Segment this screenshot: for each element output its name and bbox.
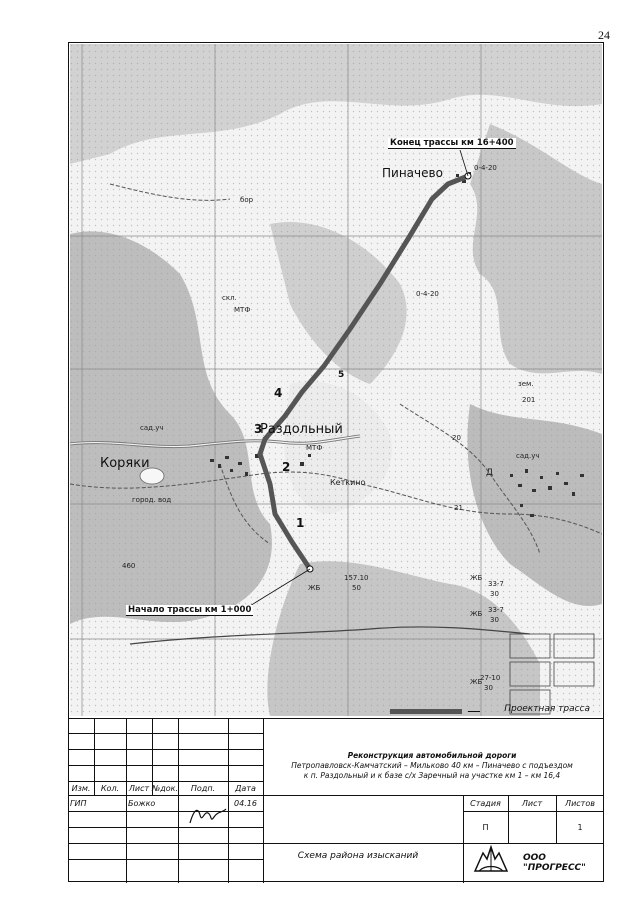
label-road-code-3: 157.10 (344, 574, 369, 582)
tb-stage-value: П (482, 822, 489, 832)
tb-sheets-value: 1 (577, 822, 583, 832)
label-d: Д (486, 468, 494, 478)
settlement-ketkino: Кеткино (330, 478, 366, 487)
settlement-koryaki: Коряки (100, 456, 150, 471)
label-sad-uch-2: сад.уч (516, 452, 540, 460)
tb-header-podp: Подп. (190, 783, 216, 793)
tb-header-data: Дата (235, 783, 256, 793)
legend-route-swatch (390, 709, 462, 714)
label-road-code-2: 0-4-20 (416, 290, 439, 298)
tb-header-kol: Кол. (100, 783, 120, 793)
project-title-line-3: к п. Раздольный и к базе с/х Заречный на участке км 1 – км 16,4 (303, 771, 561, 780)
project-title-line-2: Петропавловск-Камчатский – Мильково 40 км – Пиначево с подъездом (291, 761, 573, 770)
label-gorod-vod: город. вод (132, 496, 172, 504)
label-code-30c: 30 (484, 684, 493, 692)
label-zemlya: зем. (518, 380, 534, 388)
route-km-marker-4: 4 (274, 386, 283, 400)
signature (186, 803, 230, 829)
organization-name: ООО "ПРОГРЕСС" (523, 853, 586, 873)
legend-dash (468, 711, 480, 712)
map-legend (70, 704, 602, 718)
tb-person: Божко (128, 798, 156, 808)
page-number: 24 (598, 28, 610, 42)
route-start-label: Начало трассы км 1+000 (128, 605, 252, 615)
label-skl: скл. (222, 294, 237, 302)
tb-sheet-value (508, 811, 556, 843)
label-road-code-6: 27-10 (480, 674, 501, 682)
route-km-marker-5: 5 (338, 370, 345, 380)
legend-route-label: Проектная трасса (504, 704, 590, 714)
settlement-razdolny: Раздольный (260, 422, 343, 437)
label-road-code-4: 33-7 (488, 580, 504, 588)
label-road-code-1: 0-4-20 (474, 164, 497, 172)
tb-role: ГИП (70, 798, 87, 808)
label-zhb-4: ЖБ (470, 678, 483, 686)
progress-logo-icon (473, 841, 509, 875)
label-zhb-2: ЖБ (470, 574, 483, 582)
label-elev-460: 460 (122, 562, 136, 570)
tb-sheets-header: Листов (565, 798, 595, 808)
tb-stage-header: Стадия (470, 798, 501, 808)
label-sad-uch-1: сад.уч (140, 424, 164, 432)
route-km-marker-2: 2 (282, 460, 291, 474)
label-road-code-5: 33-7 (488, 606, 504, 614)
route-end-label: Конец трассы км 16+400 (390, 138, 514, 148)
tb-header-izm: Изм. (71, 783, 91, 793)
settlement-pinachevo: Пиначево (382, 166, 443, 180)
topographic-map (70, 44, 602, 716)
label-mtf-2: МТФ (306, 444, 323, 452)
label-zhb-3: ЖБ (470, 610, 483, 618)
tb-header-ndok: №док. (151, 783, 179, 793)
label-bor: бор (240, 196, 254, 204)
label-elev-201: 201 (522, 396, 536, 404)
route-km-marker-3: 3 (254, 422, 263, 436)
project-title (263, 751, 601, 781)
sheet-title: Схема района изысканий (297, 851, 419, 861)
label-elev-20: 20 (452, 434, 461, 442)
label-code-50: 50 (352, 584, 361, 592)
project-title-line-1: Реконструкция автомобильной дороги (347, 751, 517, 760)
label-elev-21: 21 (454, 504, 463, 512)
tb-date: 04.16 (234, 798, 257, 808)
label-code-30a: 30 (490, 590, 499, 598)
label-mtf-1: МТФ (234, 306, 251, 314)
route-km-marker-1: 1 (296, 516, 305, 530)
tb-header-list: Лист (128, 783, 150, 793)
tb-sheet-header: Лист (521, 798, 543, 808)
title-block (68, 718, 604, 882)
label-zhb-1: ЖБ (308, 584, 321, 592)
label-code-30b: 30 (490, 616, 499, 624)
